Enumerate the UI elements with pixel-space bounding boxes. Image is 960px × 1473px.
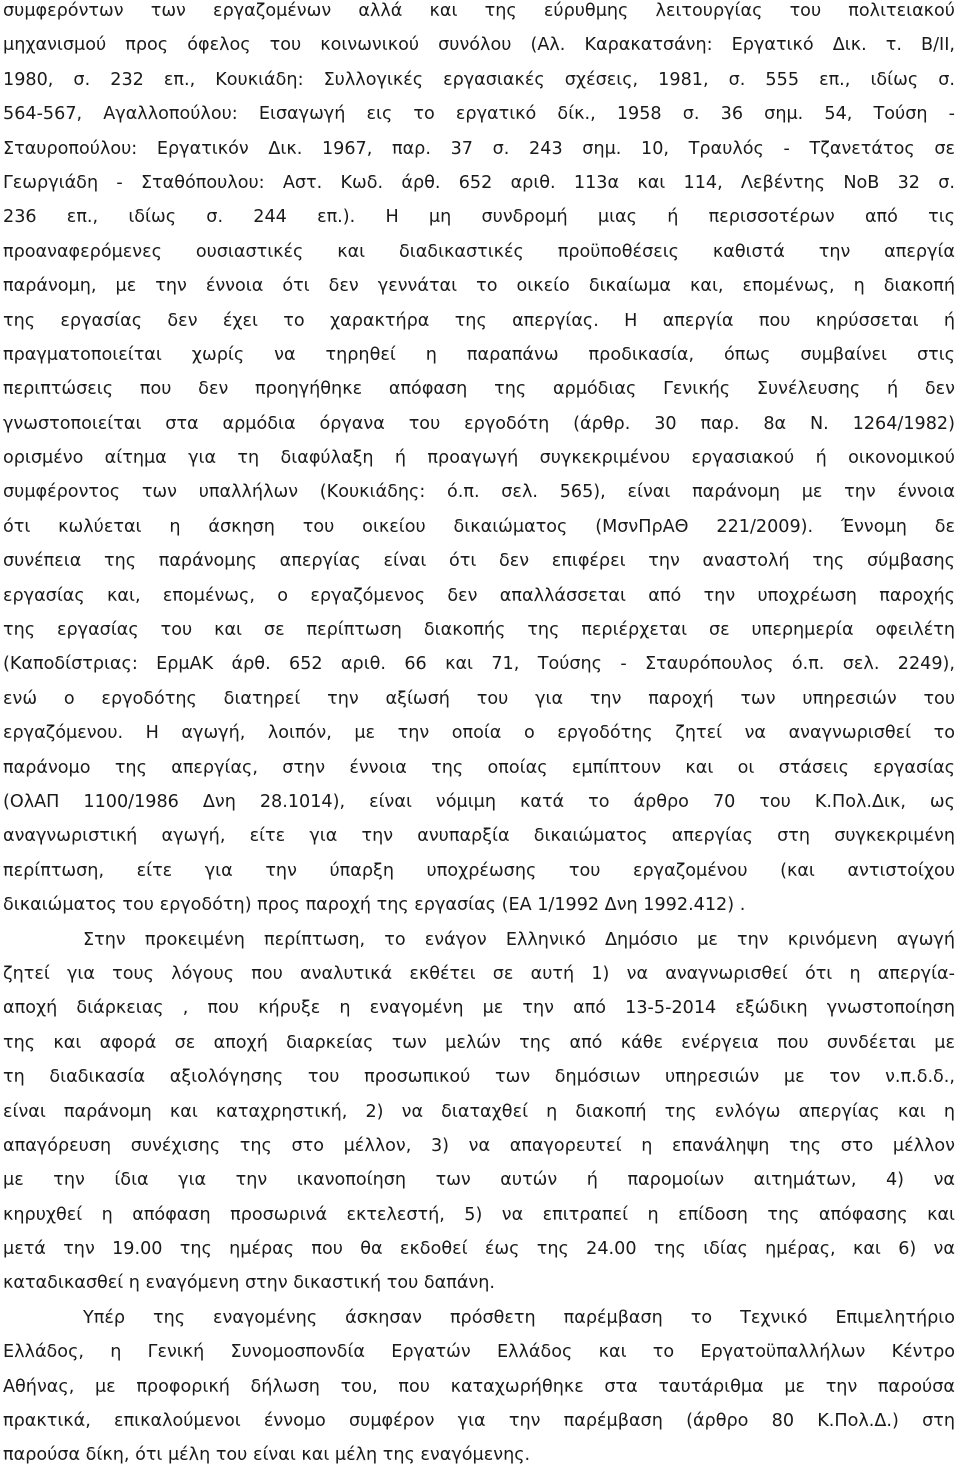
text-line: μετά την 19.00 της ημέρας που θα εκδοθεί έως της 24.00 της ιδίας ημέρας, και 6) να: [3, 1239, 955, 1260]
paragraph: [3, 1301, 955, 1473]
text-line: αποχή διάρκειας , που κήρυξε η εναγομένη με την από 13-5-2014 εξώδικη γνωστοποίηση: [3, 998, 955, 1019]
text-line: της εργασίας δεν έχει το χαρακτήρα της απεργίας. Η απεργία που κηρύσσεται ή: [3, 310, 955, 331]
text-line: (Καποδίστριας: ΕρμΑΚ άρθ. 652 αριθ. 66 και 71, Τούσης - Σταυρόπουλος ό.π. σελ. 2249),: [3, 654, 955, 675]
text-line: Στην προκειμένη περίπτωση, το ενάγον Ελληνικό Δημόσιο με την κρινόμενη αγωγή: [83, 929, 955, 950]
text-line: 1980, σ. 232 επ., Κουκιάδη: Συλλογικές εργασιακές σχέσεις, 1981, σ. 555 επ., ιδίως σ.: [3, 69, 955, 90]
text-line: με την ίδια για την ικανοποίηση των αυτών ή παρομοίων αιτημάτων, 4) να: [3, 1170, 955, 1191]
text-line: Γεωργιάδη - Σταθόπουλου: Αστ. Κωδ. άρθ. 652 αριθ. 113α και 114, Λεβέντης ΝοΒ 32 σ.: [3, 172, 955, 193]
text-line: περιπτώσεις που δεν προηγήθηκε απόφαση της αρμόδιας Γενικής Συνέλευσης ή δεν: [3, 379, 955, 400]
text-line: τη διαδικασία αξιολόγησης του προσωπικού των δημόσιων υπηρεσιών με τον ν.π.δ.δ.,: [3, 1067, 955, 1088]
text-line: συμφερόντων των εργαζομένων αλλά και της εύρυθμης λειτουργίας του πολιτειακού: [3, 1, 955, 21]
text-line: ζητεί για τους λόγους που αναλυτικά εκθέτει σε αυτή 1) να αναγνωρισθεί ότι η απεργία-: [3, 963, 955, 984]
paragraph: [3, 0, 955, 923]
text-line: της εργασίας του και σε περίπτωση διακοπής της περιέρχεται σε υπερημερία οφειλέτη: [3, 620, 955, 641]
text-line: παράνομη, με την έννοια ότι δεν γεννάται το οικείο δικαίωμα και, επομένως, η διακοπή: [3, 276, 955, 297]
text-line: (ΟλΑΠ 1100/1986 Δνη 28.1014), είναι νόμιμη κατά το άρθρο 70 του Κ.Πολ.Δικ, ως: [3, 791, 955, 812]
text-line: συμφέροντος των υπαλλήλων (Κουκιάδης: ό.π. σελ. 565), είναι παράνομη με την έννοια: [3, 482, 955, 503]
text-line: μηχανισμού προς όφελος του κοινωνικού συνόλου (Αλ. Καρακατσάνη: Εργατικό Δικ. τ. Β/ΙΙ,: [3, 35, 955, 56]
text-line: είναι παράνομη και καταχρηστική, 2) να διαταχθεί η διακοπή της ενλόγω απεργίας και η: [3, 1101, 955, 1122]
text-line: παράνομο της απεργίας, στην έννοια της οποίας εμπίπτουν και οι στάσεις εργασίας: [3, 757, 955, 778]
text-line: ορισμένο αίτημα για τη διαφύλαξη ή προαγωγή συγκεκριμένου εργασιακού ή οικονομικού: [3, 448, 955, 469]
text-line: αναγνωριστική αγωγή, είτε για την ανυπαρξία δικαιώματος απεργίας στη συγκεκριμένη: [3, 826, 955, 847]
text-line: εργαζόμενου. Η αγωγή, λοιπόν, με την οποία ο εργοδότης ζητεί να αναγνωρισθεί το: [3, 723, 955, 744]
text-line: Σταυροπούλου: Εργατικόν Δικ. 1967, παρ. 37 σ. 243 σημ. 10, Τραυλός - Τζανετάτος σε: [3, 138, 955, 159]
text-line: Αθήνας, με προφορική δήλωση του, που καταχωρήθηκε στα ταυτάριθμα με την παρούσα: [3, 1376, 955, 1397]
text-line: εργασίας και, επομένως, ο εργαζόμενος δεν απαλλάσσεται από την υποχρέωση παροχής: [3, 585, 955, 606]
text-line: κηρυχθεί η απόφαση προσωρινά εκτελεστή, 5) να επιτραπεί η επίδοση της απόφασης και: [3, 1204, 955, 1225]
text-line: πρακτικά, επικαλούμενοι έννομο συμφέρον για την παρέμβαση (άρθρο 80 Κ.Πολ.Δ.) στη: [3, 1411, 955, 1432]
text-line: πραγματοποιείται χωρίς να τηρηθεί η παραπάνω προδικασία, όπως συμβαίνει στις: [3, 344, 955, 365]
text-line: Ελλάδος, η Γενική Συνομοσπονδία Εργατών Ελλάδος και το Εργατοϋπαλλήλων Κέντρο: [3, 1342, 955, 1363]
text-line: προαναφερόμενες ουσιαστικές και διαδικαστικές προϋποθέσεις καθιστά την απεργία: [3, 241, 955, 262]
text-line: 236 επ., ιδίως σ. 244 επ.). Η μη συνδρομή μιας ή περισσοτέρων από τις: [3, 207, 955, 228]
text-line: 564-567, Αγαλλοπούλου: Εισαγωγή εις το εργατικό δίκ., 1958 σ. 36 σημ. 54, Τούση -: [3, 104, 955, 125]
text-line: απαγόρευση συνέχισης της στο μέλλον, 3) να απαγορευτεί η επανάληψη της στο μέλλον: [3, 1135, 955, 1156]
text-line: Υπέρ της εναγομένης άσκησαν πρόσθετη παρέμβαση το Τεχνικό Επιμελητήριο: [83, 1307, 955, 1328]
document-body: [3, 0, 955, 1473]
text-line: ενώ ο εργοδότης διατηρεί την αξίωσή του για την παροχή των υπηρεσιών του: [3, 688, 955, 709]
text-line: συνέπεια της παράνομης απεργίας είναι ότι δεν επιφέρει την αναστολή της σύμβασης: [3, 551, 955, 572]
text-line: της και αφορά σε αποχή διαρκείας των μελών της από κάθε ενέργεια που συνδέεται με: [3, 1032, 955, 1053]
paragraph: [3, 923, 955, 1301]
text-line: παρούσα δίκη, ότι μέλη του είναι και μέλη της εναγόμενης.: [3, 1445, 531, 1466]
text-line: καταδικασθεί η εναγόμενη στην δικαστική του δαπάνη.: [3, 1273, 495, 1294]
text-line: γνωστοποιείται στα αρμόδια όργανα του εργοδότη (άρθρ. 30 παρ. 8α Ν. 1264/1982): [3, 413, 955, 434]
text-line: δικαιώματος του εργοδότη) προς παροχή της εργασίας (ΕΑ 1/1992 Δνη 1992.412) .: [3, 895, 746, 916]
text-line: περίπτωση, είτε για την ύπαρξη υποχρέωσης του εργαζομένου (και αντιστοίχου: [3, 860, 955, 881]
text-line: ότι κωλύεται η άσκηση του οικείου δικαιώματος (ΜσνΠρΑΘ 221/2009). Έννομη δε: [3, 516, 955, 537]
